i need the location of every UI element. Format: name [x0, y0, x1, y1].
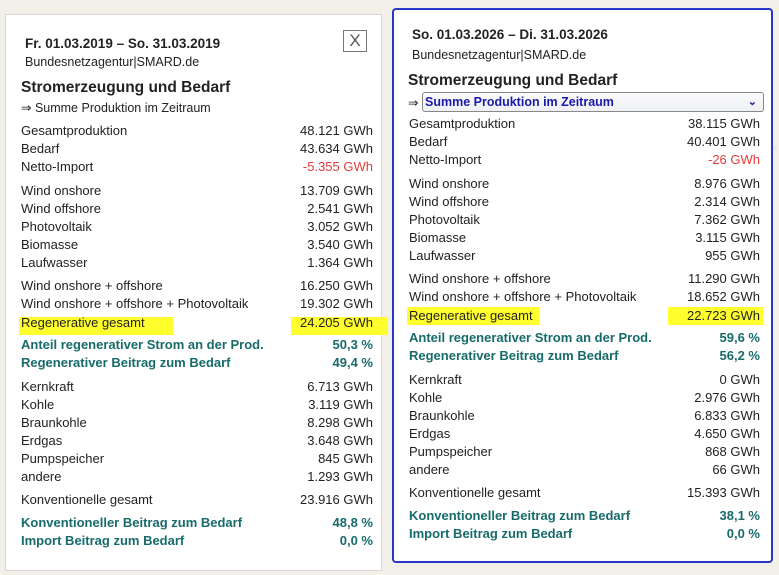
row-konventionell-bedarf: [21, 514, 373, 532]
row-laufwasser: [21, 254, 373, 272]
row-value: 2.314 GWh: [694, 194, 760, 209]
row-label: Anteil regenerativer Strom an der Prod.: [409, 330, 652, 345]
row-andere: [409, 461, 760, 479]
row-gesamtproduktion: [21, 122, 373, 140]
row-value: -5.355 GWh: [302, 159, 373, 174]
row-label: Kohle: [409, 390, 443, 405]
row-label: Konventionelle gesamt: [409, 485, 541, 500]
row-netto-import: [21, 158, 373, 176]
row-label: Import Beitrag zum Bedarf: [409, 526, 573, 541]
row-andere: [21, 468, 373, 486]
row-label: Laufwasser: [21, 255, 88, 270]
row-label: Biomasse: [409, 230, 467, 245]
row-value: 24.205 GWh: [300, 315, 373, 330]
row-erdgas: [21, 432, 373, 450]
row-value: 23.916 GWh: [300, 492, 373, 507]
row-label: Wind onshore + offshore + Photovoltaik: [409, 289, 637, 304]
row-wind-onshore: [21, 182, 373, 200]
row-label: Wind onshore: [409, 176, 490, 191]
row-kohle: [21, 396, 373, 414]
row-gesamtproduktion: [409, 115, 760, 133]
row-label: Kernkraft: [409, 372, 462, 387]
row-label: Pumpspeicher: [21, 451, 105, 466]
row-label: Kohle: [21, 397, 55, 412]
row-value: 7.362 GWh: [694, 212, 760, 227]
row-kernkraft: [409, 371, 760, 389]
row-value: 16.250 GWh: [300, 278, 373, 293]
row-anteil-regenerativ: [21, 336, 373, 354]
row-netto-import: [409, 151, 760, 169]
row-value: 38,1 %: [719, 508, 760, 523]
row-wind-onshore: [409, 175, 760, 193]
row-braunkohle: [409, 407, 760, 425]
row-konventionelle-gesamt: [21, 491, 373, 509]
row-value: -26 GWh: [707, 152, 760, 167]
row-label: Pumpspeicher: [409, 444, 493, 459]
row-label: Biomasse: [21, 237, 79, 252]
row-regenerative-gesamt: [409, 307, 760, 325]
row-label: Erdgas: [409, 426, 451, 441]
row-label: Regenerative gesamt: [21, 315, 145, 330]
row-value: 49,4 %: [332, 355, 373, 370]
row-label: Gesamtproduktion: [409, 116, 516, 131]
row-kohle: [409, 389, 760, 407]
row-label: Wind onshore + offshore: [21, 278, 163, 293]
row-biomasse: [21, 236, 373, 254]
row-value: 43.634 GWh: [300, 141, 373, 156]
row-value: 38.115 GWh: [687, 116, 760, 131]
row-value: 2.541 GWh: [307, 201, 373, 216]
row-wind-pv-total: [409, 288, 760, 306]
row-value: 2.976 GWh: [694, 390, 760, 405]
row-value: 11.290 GWh: [687, 271, 760, 286]
row-label: andere: [21, 469, 62, 484]
data-source: Bundesnetzagentur|SMARD.de: [412, 48, 587, 62]
row-konventionelle-gesamt: [409, 484, 760, 502]
row-value: 4.650 GWh: [694, 426, 760, 441]
aggregation-label: ⇒ Summe Produktion im Zeitraum: [21, 101, 211, 115]
row-value: 15.393 GWh: [687, 485, 760, 500]
row-label: Regenerativer Beitrag zum Bedarf: [409, 348, 619, 363]
row-value: 8.976 GWh: [694, 176, 760, 191]
row-label: Laufwasser: [409, 248, 476, 263]
row-value: 50,3 %: [332, 337, 373, 352]
panel-heading: Stromerzeugung und Bedarf: [408, 72, 618, 89]
row-value: 56,2 %: [719, 348, 760, 363]
row-value: 40.401 GWh: [687, 134, 760, 149]
row-label: Netto-Import: [21, 159, 94, 174]
row-regenerative-gesamt: [21, 314, 373, 332]
row-label: Wind onshore + offshore + Photovoltaik: [21, 296, 249, 311]
row-wind-offshore: [409, 193, 760, 211]
date-range: Fr. 01.03.2019 – So. 31.03.2019: [25, 36, 221, 51]
row-label: Konventioneller Beitrag zum Bedarf: [409, 508, 631, 523]
row-label: Erdgas: [21, 433, 63, 448]
row-regenerativ-bedarf: [409, 347, 760, 365]
row-laufwasser: [409, 247, 760, 265]
row-bedarf: [409, 133, 760, 151]
aggregation-select[interactable]: [422, 92, 764, 112]
row-value: 18.652 GWh: [687, 289, 760, 304]
row-pumpspeicher: [21, 450, 373, 468]
row-label: Bedarf: [21, 141, 60, 156]
row-label: Konventioneller Beitrag zum Bedarf: [21, 515, 243, 530]
row-kernkraft: [21, 378, 373, 396]
row-label: Photovoltaik: [409, 212, 480, 227]
row-value: 19.302 GWh: [300, 296, 373, 311]
row-value: 13.709 GWh: [300, 183, 373, 198]
row-value: 3.115 GWh: [695, 230, 760, 245]
row-photovoltaik: [21, 218, 373, 236]
row-wind-total: [409, 270, 760, 288]
row-label: Wind onshore + offshore: [409, 271, 551, 286]
row-anteil-regenerativ: [409, 329, 760, 347]
row-value: 8.298 GWh: [307, 415, 373, 430]
row-value: 3.648 GWh: [307, 433, 373, 448]
row-value: 59,6 %: [719, 330, 760, 345]
row-import-bedarf: [409, 525, 760, 543]
row-value: 48.121 GWh: [300, 123, 373, 138]
row-label: Netto-Import: [409, 152, 482, 167]
row-label: Import Beitrag zum Bedarf: [21, 533, 185, 548]
row-value: 0,0 %: [726, 526, 760, 541]
row-label: andere: [409, 462, 450, 477]
row-label: Braunkohle: [21, 415, 87, 430]
comparison-panel-2026: [392, 8, 773, 563]
row-value: 3.052 GWh: [307, 219, 373, 234]
select-value: Summe Produktion im Zeitraum: [425, 95, 614, 109]
row-value: 3.540 GWh: [307, 237, 373, 252]
row-value: 66 GWh: [712, 462, 760, 477]
row-label: Photovoltaik: [21, 219, 92, 234]
row-value: 22.723 GWh: [687, 308, 760, 323]
row-label: Anteil regenerativer Strom an der Prod.: [21, 337, 264, 352]
row-label: Regenerative gesamt: [409, 308, 533, 323]
row-value: 48,8 %: [332, 515, 373, 530]
row-biomasse: [409, 229, 760, 247]
row-import-bedarf: [21, 532, 373, 550]
row-label: Braunkohle: [409, 408, 475, 423]
row-bedarf: [21, 140, 373, 158]
row-value: 3.119 GWh: [308, 397, 373, 412]
panel-heading: Stromerzeugung und Bedarf: [21, 79, 231, 96]
row-regenerativ-bedarf: [21, 354, 373, 372]
row-wind-offshore: [21, 200, 373, 218]
row-label: Bedarf: [409, 134, 448, 149]
row-label: Konventionelle gesamt: [21, 492, 153, 507]
row-braunkohle: [21, 414, 373, 432]
row-value: 868 GWh: [705, 444, 760, 459]
data-source: Bundesnetzagentur|SMARD.de: [25, 55, 200, 69]
row-value: 1.293 GWh: [307, 469, 373, 484]
date-range: So. 01.03.2026 – Di. 31.03.2026: [412, 27, 608, 42]
close-button[interactable]: X: [343, 30, 367, 52]
row-label: Wind offshore: [409, 194, 489, 209]
row-wind-total: [21, 277, 373, 295]
row-value: 0,0 %: [339, 533, 373, 548]
row-photovoltaik: [409, 211, 760, 229]
row-pumpspeicher: [409, 443, 760, 461]
row-value: 0 GWh: [719, 372, 760, 387]
row-value: 955 GWh: [705, 248, 760, 263]
row-label: Regenerativer Beitrag zum Bedarf: [21, 355, 231, 370]
chevron-down-icon: ⌄: [747, 96, 757, 108]
row-konventionell-bedarf: [409, 507, 760, 525]
row-erdgas: [409, 425, 760, 443]
row-value: 6.713 GWh: [307, 379, 373, 394]
arrow-icon: ⇒: [408, 96, 419, 110]
comparison-panel-2019: [5, 14, 382, 571]
row-value: 6.833 GWh: [694, 408, 760, 423]
row-label: Kernkraft: [21, 379, 74, 394]
row-value: 845 GWh: [318, 451, 373, 466]
row-label: Gesamtproduktion: [21, 123, 128, 138]
row-value: 1.364 GWh: [307, 255, 373, 270]
row-wind-pv-total: [21, 295, 373, 313]
row-label: Wind onshore: [21, 183, 102, 198]
row-label: Wind offshore: [21, 201, 101, 216]
